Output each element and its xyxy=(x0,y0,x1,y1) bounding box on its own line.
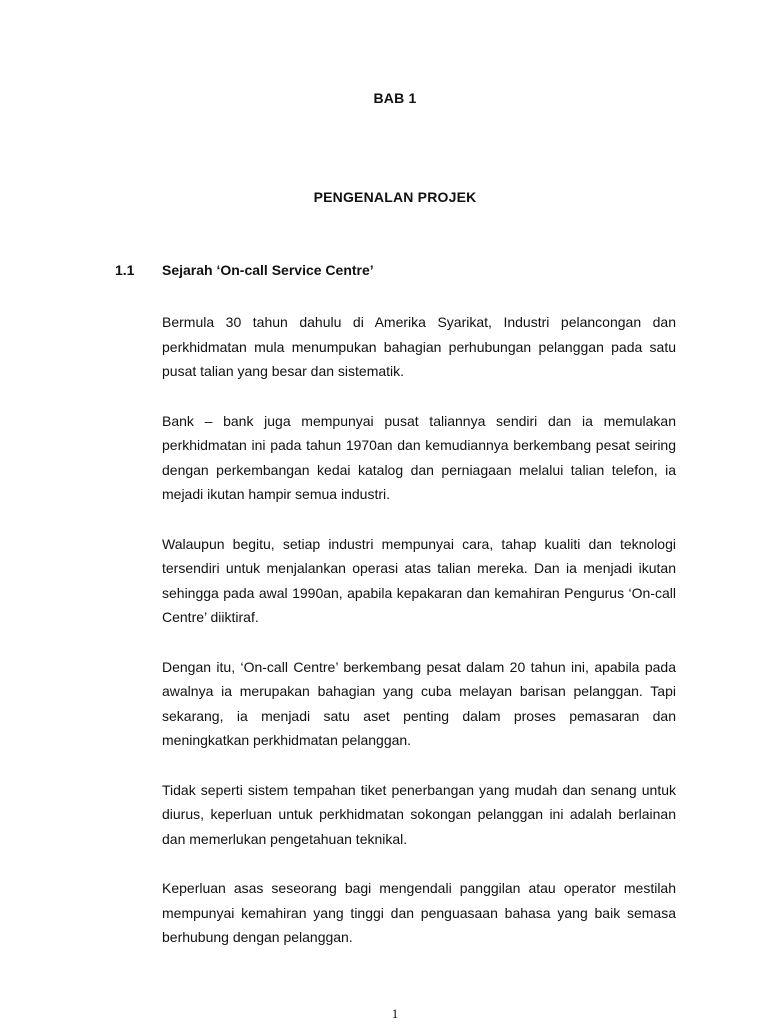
paragraph: Dengan itu, ‘On-call Centre’ berkembang pesat dalam 20 tahun ini, apabila pada awalnya ia merupakan bahagian yang cuba melayan barisan pelanggan. Tapi sekarang, ia menjadi satu aset penting dalam proses pemasaran dan meningkatkan perkhidmatan pelanggan. xyxy=(162,658,676,748)
paragraph: Tidak seperti sistem tempahan tiket penerbangan yang mudah dan senang untuk diurus, keperluan untuk perkhidmatan sokongan pelanggan ini adalah berlainan dan memerlukan pengetahuan teknikal. xyxy=(162,781,676,847)
chapter-label: BAB 1 xyxy=(373,90,417,106)
paragraph: Bank – bank juga mempunyai pusat taliannya sendiri dan ia memulakan perkhidmatan ini pada tahun 1970an dan kemudiannya berkembang pesat seiring dengan perkembangan kedai katalog dan perniagaan melalui talian telefon, ia mejadi ikutan hampir semua industri. xyxy=(162,412,676,502)
section-heading xyxy=(115,262,374,278)
section-number: 1.1 xyxy=(115,262,135,278)
paragraph: Keperluan asas seseorang bagi mengendali panggilan atau operator mestilah mempunyai kemahiran yang tinggi dan penguasaan bahasa yang baik semasa berhubung dengan pelanggan. xyxy=(162,880,676,945)
section-title: Sejarah ‘On-call Service Centre’ xyxy=(162,262,374,278)
paragraph: Walaupun begitu, setiap industri mempunyai cara, tahap kualiti dan teknologi tersendiri untuk menjalankan operasi atas talian mereka. Dan ia menjadi ikutan sehingga pada awal 1990an, apabila kepakaran dan kemahiran Pengurus ‘On-call Centre’ diiktiraf. xyxy=(162,535,676,625)
paragraph: Bermula 30 tahun dahulu di Amerika Syarikat, Industri pelancongan dan perkhidmatan mula menumpukan bahagian perhubungan pelanggan pada satu pusat talian yang besar dan sistematik. xyxy=(162,314,676,379)
chapter-title: PENGENALAN PROJEK xyxy=(313,189,477,205)
body-text xyxy=(162,310,676,975)
page-number: 1 xyxy=(391,1006,399,1021)
